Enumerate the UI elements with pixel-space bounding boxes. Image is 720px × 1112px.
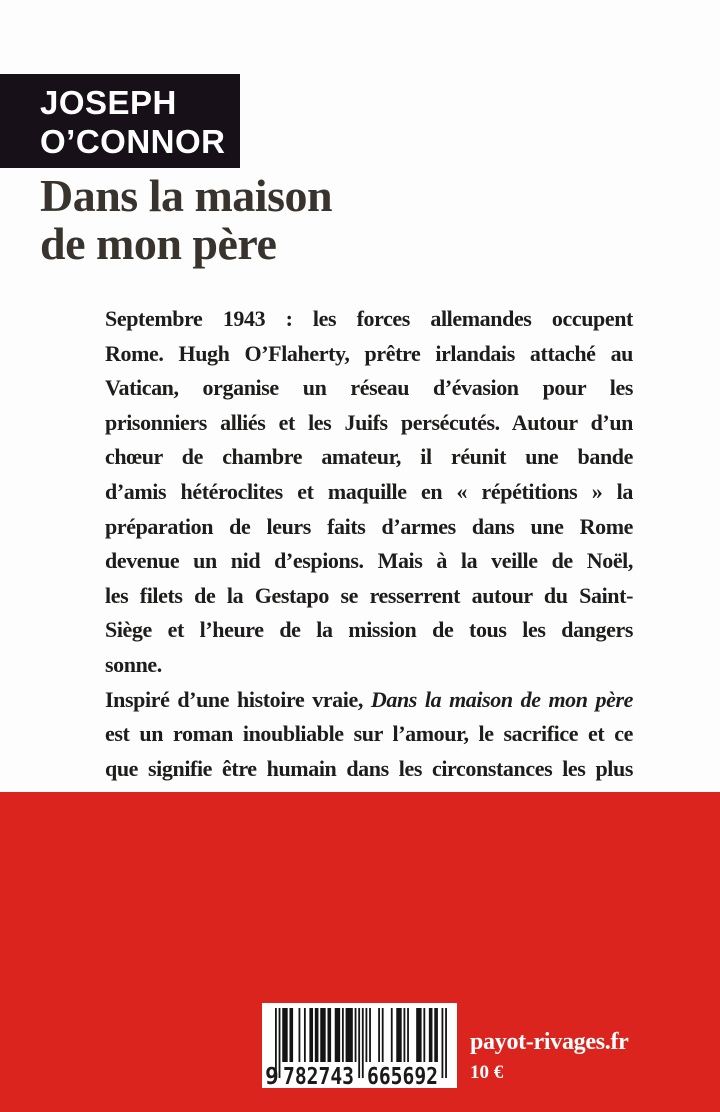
synopsis-line: les filets de la Gestapo se resserrent autour du Saint- xyxy=(105,582,633,608)
synopsis-line: préparation de leurs faits d’armes dans une Rome xyxy=(105,513,633,539)
synopsis-line: chœur de chambre amateur, il réunit une bande xyxy=(105,444,633,470)
synopsis-line: sonne. xyxy=(105,651,162,677)
synopsis-line: Siège et l’heure de la mission de tous les dangers xyxy=(105,617,633,643)
synopsis-line: Inspiré d’une histoire vraie, Dans la maison de mon père xyxy=(105,686,634,712)
publisher-website: payot-rivages.fr xyxy=(470,1029,629,1055)
red-band xyxy=(0,792,720,1112)
synopsis-line: Rome. Hugh O’Flaherty, prêtre irlandais attaché au xyxy=(105,340,633,366)
title-line-1: Dans la maison xyxy=(40,170,333,221)
author-box xyxy=(0,74,240,168)
synopsis-line: d’amis hétéroclites et maquille en « répétitions » la xyxy=(105,478,633,504)
title-line-2: de mon père xyxy=(40,218,277,269)
synopsis xyxy=(105,302,633,786)
synopsis-line: Septembre 1943 : les forces allemandes occupent xyxy=(105,306,633,331)
barcode xyxy=(262,1003,457,1088)
price-label: 10 € xyxy=(470,1062,504,1083)
author-first-name: JOSEPH xyxy=(40,84,177,121)
barcode-leading-digit: 9 xyxy=(265,1064,279,1088)
barcode-digits-group2: 665692 xyxy=(367,1064,438,1088)
synopsis-line: Vatican, organise un réseau d’évasion pour les xyxy=(105,375,633,401)
book-title xyxy=(40,172,332,268)
synopsis-line: est un roman inoubliable sur l’amour, le sacrifice et ce xyxy=(105,721,633,747)
author-last-name: O’CONNOR xyxy=(40,123,226,160)
barcode-box xyxy=(262,1003,457,1088)
synopsis-line: devenue un nid d’espions. Mais à la veille de Noël, xyxy=(105,548,633,574)
synopsis-line: prisonniers alliés et les Juifs persécutés. Autour d’un xyxy=(105,409,633,435)
barcode-digits-group1: 782743 xyxy=(283,1064,354,1088)
synopsis-line: que signifie être humain dans les circonstances les plus xyxy=(105,755,633,781)
